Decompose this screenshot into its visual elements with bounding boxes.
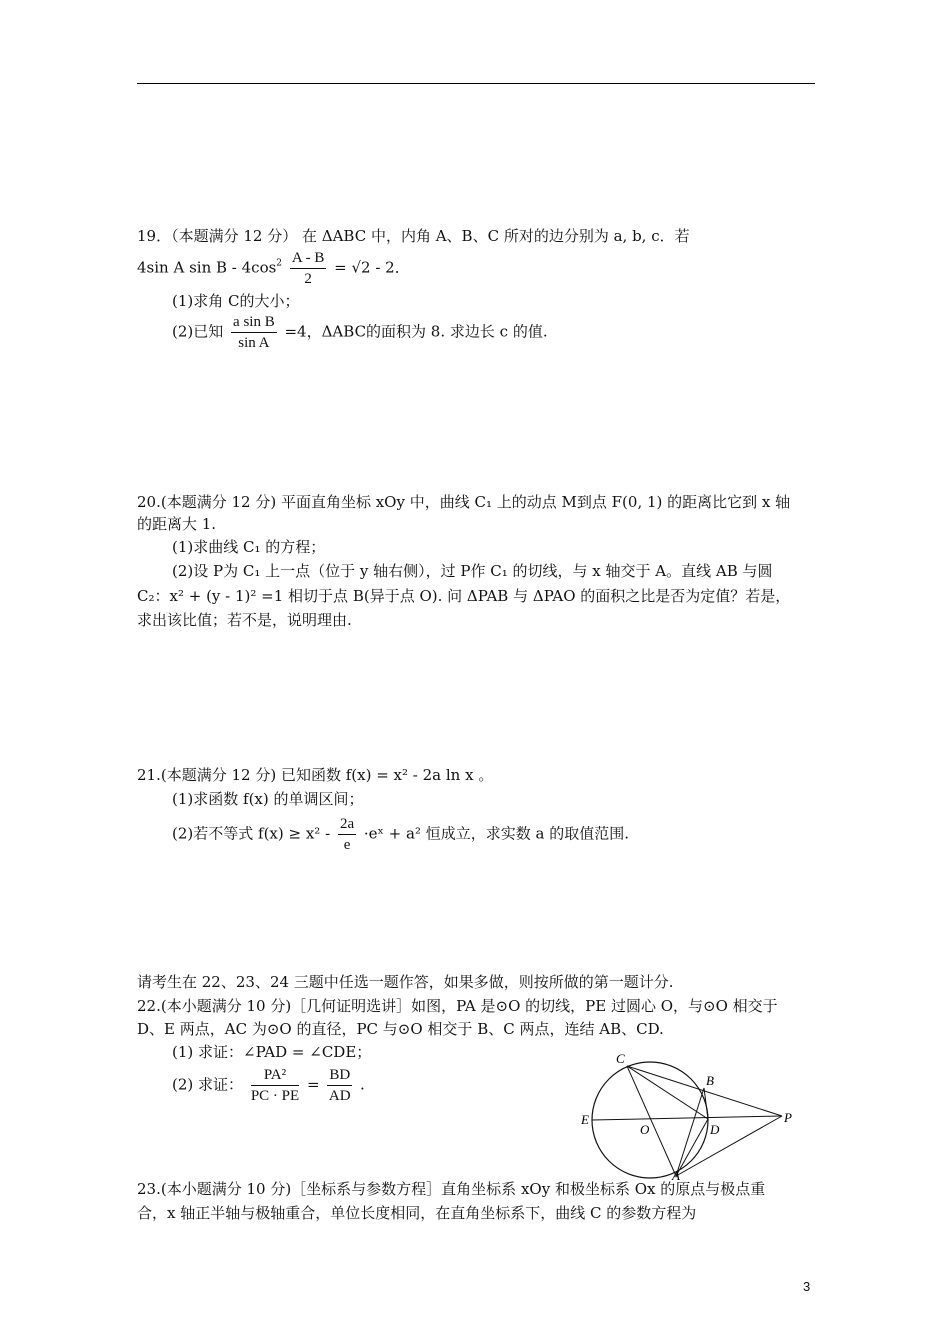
segment-bd [704, 1088, 708, 1119]
q20-line2: 的距离大 1. [137, 515, 217, 533]
q22-line2: D、E 两点，AC 为⊙O 的直径，PC 与⊙O 相交于 B、C 两点，连结 AB、CD. [137, 1020, 664, 1038]
q22-part2: (2) 求证： $\frac{\text{PA²}}{PC \cdot PE}$ = $\frac{BD}{AD}$ . [172, 1067, 365, 1104]
label-a: A [672, 1168, 680, 1182]
page-number: 3 [803, 1279, 811, 1294]
q21-part2: (2)若不等式 f(x) ≥ x² - $\frac{2a}{e}$ ·eˣ + a² 恒成立，求实数 a 的取值范围. [172, 816, 629, 853]
label-c: C [616, 1051, 625, 1066]
q19-part1: (1)求角 C的大小； [172, 292, 300, 310]
q19-part2-fraction: $\frac{\text{a sin B}}{\text{sin A}}$ [233, 314, 275, 351]
q19-equation: 4sin A sin B - $4\cos^2$ $\frac{A - B}{2}$ = √2 - 2． [137, 250, 410, 287]
line-pe [592, 1116, 782, 1120]
q21-line1: 21.(本题满分 12 分) 已知函数 f(x) = x² - 2a ln x 。 [137, 766, 494, 784]
q21-part1: (1)求函数 f(x) 的单调区间； [172, 790, 364, 808]
q20-part2-b: C₂：x² + (y - 1)² =1 相切于点 B(异于点 O). 问 ΔPAB 与 ΔPAO 的面积之比是否为定值？若是， [137, 587, 791, 605]
elective-notice: 请考生在 22、23、24 三题中任选一题作答，如果多做，则按所做的第一题计分. [137, 973, 674, 991]
q19-eq-left: 4sin A sin B - 4cos [137, 258, 277, 277]
q21-part2-fraction: $\frac{2a}{e}$ [339, 816, 355, 853]
q22-line1: 22.(本小题满分 10 分)［几何证明选讲］如图，PA 是⊙O 的切线，PE 过圆心 O，与⊙O 相交于 [137, 997, 778, 1015]
q20-part2-a: (2)设 P为 C₁ 上一点（位于 y 轴右侧），过 P作 C₁ 的切线，与 x 轴交于 A。直线 AB 与圆 [172, 562, 773, 580]
label-d: D [710, 1122, 720, 1137]
q23-line1: 23.(本小题满分 10 分)［坐标系与参数方程］直角坐标系 xOy 和极坐标系 Ox 的原点与极点重 [137, 1180, 766, 1198]
q19-eq-right: = √2 - 2． [334, 258, 410, 277]
label-p: P [784, 1110, 792, 1125]
label-e: E [581, 1112, 589, 1127]
q20-part2-c: 求出该比值；若不是，说明理由. [137, 611, 352, 629]
q22-part2-fraction-left: $\frac{\text{PA²}}{PC \cdot PE}$ [250, 1067, 300, 1104]
q19-eq-fraction: $\frac{A - B}{2}$ [291, 250, 325, 287]
q19-part2: (2)已知 $\frac{\text{a sin B}}{\text{sin A}}$ =4，ΔABC的面积为 8. 求边长 c 的值. [172, 314, 548, 351]
q20-part1: (1)求曲线 C₁ 的方程； [172, 538, 326, 556]
q22-part2-fraction-right: $\frac{BD}{AD}$ [328, 1067, 351, 1104]
label-b: B [706, 1073, 714, 1088]
q23-line2: 合，x 轴正半轴与极轴重合，单位长度相同，在直角坐标系下，曲线 C 的参数方程为 [137, 1204, 697, 1222]
label-o: O [640, 1122, 650, 1137]
q20-line1: 20.(本题满分 12 分) 平面直角坐标 xOy 中，曲线 C₁ 上的动点 M到点 F(0, 1) 的距离比它到 x 轴 [137, 493, 791, 511]
header-rule [137, 83, 815, 84]
q19-lead: 19．（本题满分 12 分） 在 ΔABC 中，内角 A、B、C 所对的边分别为 a, b, c．若 [137, 227, 690, 245]
circle-tangent-figure [570, 1042, 810, 1182]
q22-part1: (1) 求证：∠PAD = ∠CDE； [172, 1043, 372, 1061]
